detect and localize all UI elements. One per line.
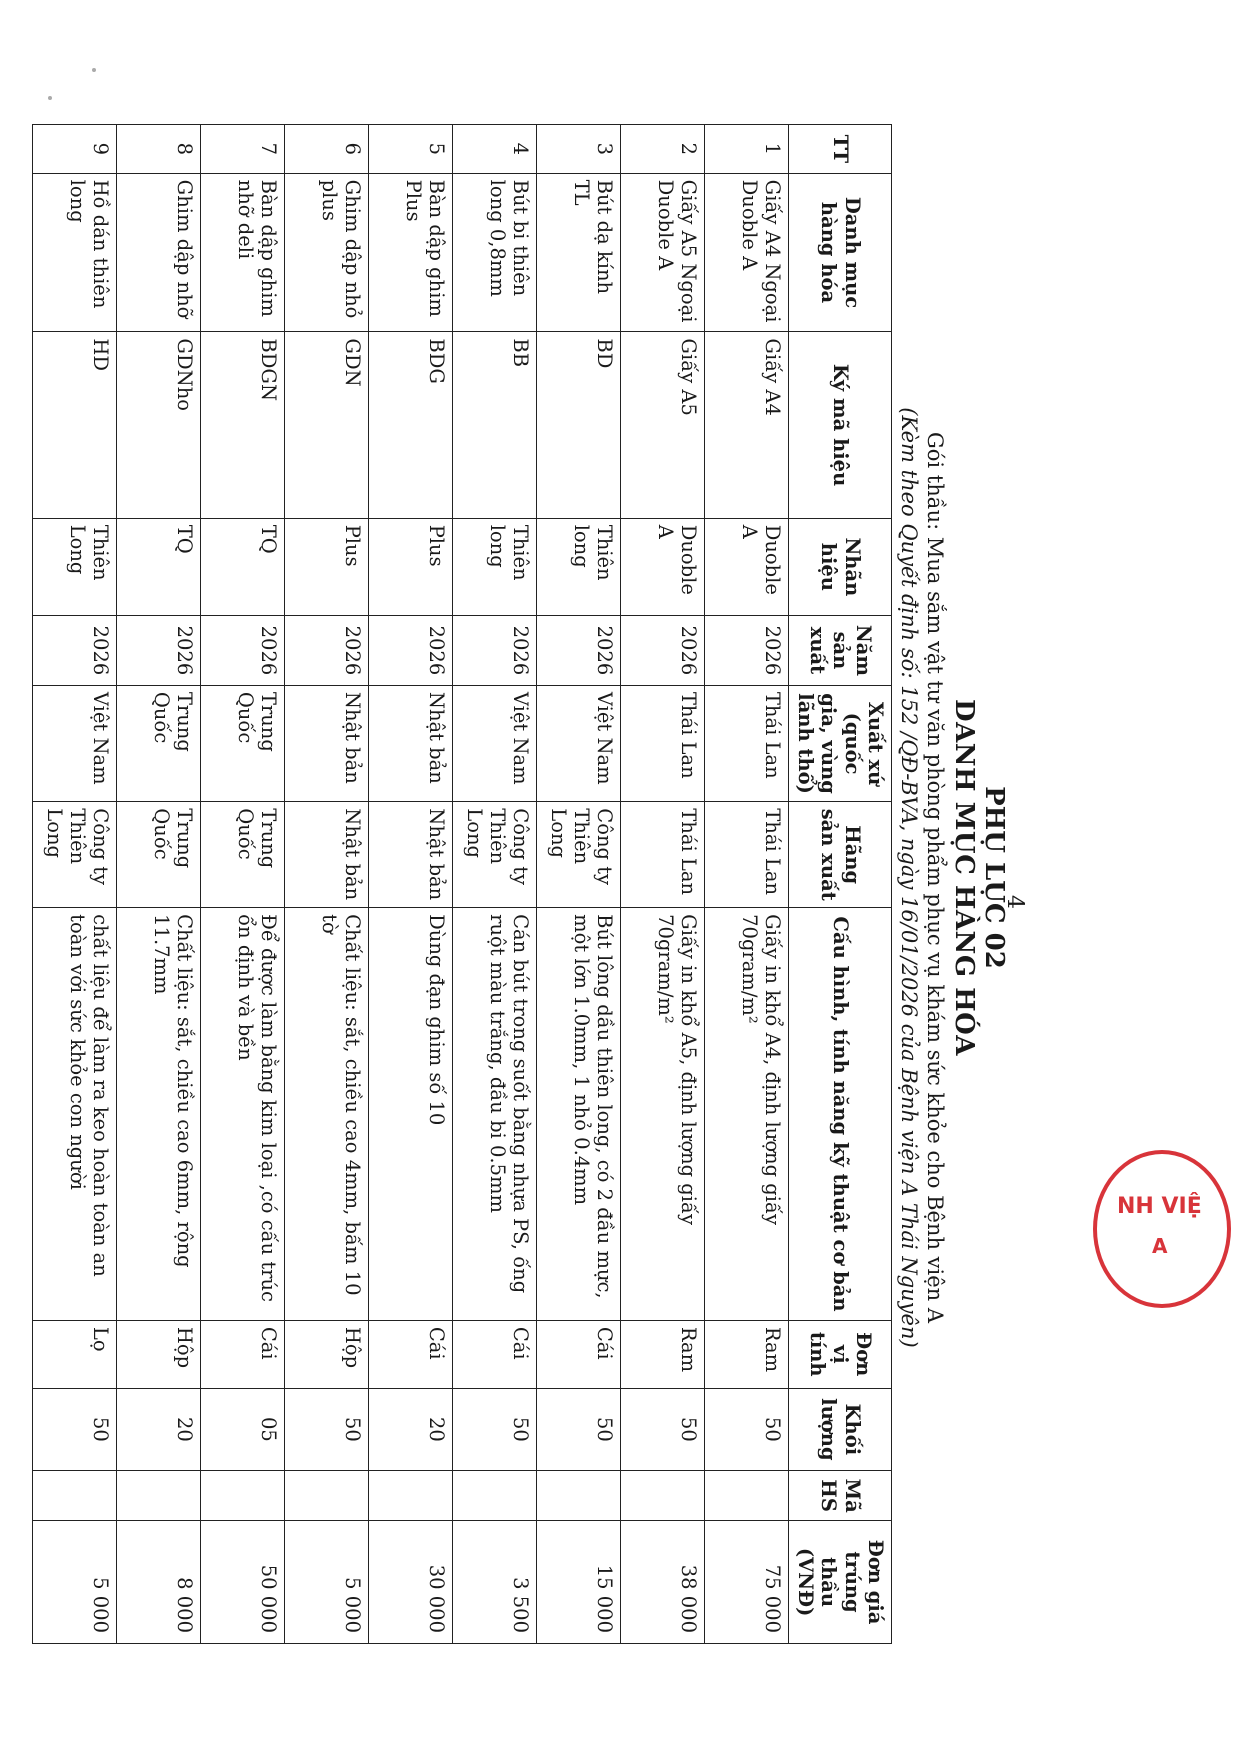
cell-hs [117,1471,201,1521]
cell-qty: 50 [285,1388,369,1471]
cell-tt: 9 [33,125,117,174]
cell-name: Bút bi thiên long 0,8mm [453,173,537,332]
table-row [117,125,201,1644]
cell-code: BDGN [201,332,285,518]
cell-spec: Bút lông dầu thiên long, có 2 đầu mực, một lớn 1.0mm, 1 nhỏ 0.4mm [537,908,621,1321]
cell-code: BDG [369,332,453,518]
cell-brand: Duoble A [705,518,789,615]
header-code: Ký mã hiệu [789,332,892,518]
cell-unit: Hộp [117,1320,201,1388]
cell-year: 2026 [117,616,201,686]
cell-spec: chất liệu để làm ra keo hoàn toàn an toàn với sức khỏe con người [33,908,117,1321]
cell-maker: Thái Lan [621,802,705,908]
cell-year: 2026 [621,616,705,686]
cell-name: Hồ dán thiên long [33,173,117,332]
cell-tt: 4 [453,125,537,174]
cell-brand: Thiên Long [33,518,117,615]
cell-price: 5 000 [285,1521,369,1644]
table-row [285,125,369,1644]
cell-hs [537,1471,621,1521]
cell-year: 2026 [33,616,117,686]
table-row [369,125,453,1644]
header-year: Năm sản xuất [789,616,892,686]
cell-brand: TQ [201,518,285,615]
cell-code: BD [537,332,621,518]
cell-origin: Thái Lan [705,685,789,801]
cell-tt: 1 [705,125,789,174]
cell-origin: Thái Lan [621,685,705,801]
document-title: DANH MỤC HÀNG HÓA [949,699,979,1056]
cell-year: 2026 [705,616,789,686]
cell-qty: 50 [705,1388,789,1471]
header-name: Danh mục hàng hóa [789,173,892,332]
table-row [201,125,285,1644]
cell-maker: Công ty Thiên Long [537,802,621,908]
stamp-text-mid: A [1152,1234,1168,1258]
cell-maker: Nhật bản [285,802,369,908]
decision-note: (Kèm theo Quyết định số: 152 /QĐ-BVA, ngày 16/01/2026 của Bệnh viện A Thái Nguyên) [897,407,921,1348]
table-header-row [789,125,892,1644]
cell-spec: Giấy in khổ A5, định lượng giấy 70gram/m² [621,908,705,1321]
cell-unit: Cái [201,1320,285,1388]
cell-price: 38 000 [621,1521,705,1644]
table-row [537,125,621,1644]
cell-spec: Dùng đạn ghim số 10 [369,908,453,1321]
package-description: Gói thầu: Mua sắm vật tư văn phòng phẩm phục vụ khám sức khỏe cho Bệnh viện A [923,431,947,1324]
cell-origin: Nhật bản [285,685,369,801]
cell-unit: Cái [537,1320,621,1388]
cell-origin: Việt Nam [33,685,117,801]
page-number: 4 [1002,895,1027,909]
cell-name: Bàn dập ghim nhỡ deli [201,173,285,332]
cell-maker: Trung Quốc [201,802,285,908]
cell-tt: 2 [621,125,705,174]
cell-code: Giấy A4 [705,332,789,518]
scan-speck [48,96,52,100]
header-hs: Mã HS [789,1471,892,1521]
cell-unit: Lọ [33,1320,117,1388]
table-row [33,125,117,1644]
cell-spec: Chất liệu: sắt, chiều cao 6mm, rộng 11.7mm [117,908,201,1321]
cell-tt: 7 [201,125,285,174]
table-row [621,125,705,1644]
cell-price: 8 000 [117,1521,201,1644]
header-spec: Cấu hình, tính năng kỹ thuật cơ bản [789,908,892,1321]
cell-spec: Chất liệu: sắt, chiều cao 4mm, bấm 10 tờ [285,908,369,1321]
cell-maker: Nhật bản [369,802,453,908]
cell-unit: Hộp [285,1320,369,1388]
cell-price: 75 000 [705,1521,789,1644]
scan-speck [92,68,96,72]
cell-qty: 50 [537,1388,621,1471]
cell-name: Ghim dập nhỏ plus [285,173,369,332]
cell-hs [705,1471,789,1521]
cell-origin: Nhật bản [369,685,453,801]
cell-code: GDN [285,332,369,518]
cell-price: 3 500 [453,1521,537,1644]
cell-qty: 20 [117,1388,201,1471]
header-origin: Xuất xứ (quốc gia, vùng lãnh thổ) [789,685,892,801]
cell-price: 5 000 [33,1521,117,1644]
stamp-text-top: NH VIỆ [1117,1194,1202,1219]
header-unit: Đơn vị tính [789,1320,892,1388]
cell-year: 2026 [201,616,285,686]
cell-hs [33,1471,117,1521]
cell-unit: Ram [705,1320,789,1388]
cell-brand: TQ [117,518,201,615]
cell-spec: Để được làm bằng kim loại ,có cấu trúc ổn định và bền [201,908,285,1321]
cell-code: HD [33,332,117,518]
cell-year: 2026 [369,616,453,686]
cell-price: 15 000 [537,1521,621,1644]
table-row [453,125,537,1644]
header-brand: Nhãn hiệu [789,518,892,615]
cell-hs [201,1471,285,1521]
header-maker: Hãng sản xuất [789,802,892,908]
cell-code: BB [453,332,537,518]
cell-origin: Việt Nam [453,685,537,801]
cell-tt: 5 [369,125,453,174]
cell-maker: Thái Lan [705,802,789,908]
cell-hs [285,1471,369,1521]
cell-hs [621,1471,705,1521]
cell-origin: Trung Quốc [117,685,201,801]
cell-qty: 20 [369,1388,453,1471]
cell-brand: Thiên long [537,518,621,615]
cell-spec: Giấy in khổ A4, định lượng giấy 70gram/m² [705,908,789,1321]
header-tt: TT [789,125,892,174]
cell-code: GDNho [117,332,201,518]
cell-unit: Cái [369,1320,453,1388]
cell-unit: Ram [621,1320,705,1388]
cell-maker: Công ty Thiên Long [453,802,537,908]
table-row [705,125,789,1644]
cell-brand: Plus [285,518,369,615]
cell-price: 50 000 [201,1521,285,1644]
cell-unit: Cái [453,1320,537,1388]
cell-name: Giấy A5 Ngoại Duoble A [621,173,705,332]
red-seal-stamp [1093,1150,1231,1308]
header-qty: Khối lượng [789,1388,892,1471]
cell-spec: Cán bút trong suốt bằng nhựa PS, ống ruột màu trắng, đầu bi 0.5mm [453,908,537,1321]
header-price: Đơn giá trúng thầu (VNĐ) [789,1521,892,1644]
cell-year: 2026 [537,616,621,686]
cell-name: Bút dạ kính TL [537,173,621,332]
cell-price: 30 000 [369,1521,453,1644]
cell-maker: Trung Quốc [117,802,201,908]
appendix-title: PHỤ LỤC 02 [979,786,1009,969]
cell-tt: 8 [117,125,201,174]
cell-name: Bàn dập ghim Plus [369,173,453,332]
cell-origin: Việt Nam [537,685,621,801]
cell-qty: 05 [201,1388,285,1471]
cell-tt: 6 [285,125,369,174]
cell-year: 2026 [285,616,369,686]
cell-maker: Công ty Thiên Long [33,802,117,908]
cell-origin: Trung Quốc [201,685,285,801]
cell-hs [453,1471,537,1521]
cell-brand: Duoble A [621,518,705,615]
goods-table [32,124,892,1644]
cell-qty: 50 [33,1388,117,1471]
cell-qty: 50 [621,1388,705,1471]
cell-qty: 50 [453,1388,537,1471]
cell-year: 2026 [453,616,537,686]
cell-hs [369,1471,453,1521]
cell-tt: 3 [537,125,621,174]
cell-name: Giấy A4 Ngoại Duoble A [705,173,789,332]
cell-code: Giấy A5 [621,332,705,518]
cell-name: Ghim dập nhỡ [117,173,201,332]
cell-brand: Thiên long [453,518,537,615]
cell-brand: Plus [369,518,453,615]
